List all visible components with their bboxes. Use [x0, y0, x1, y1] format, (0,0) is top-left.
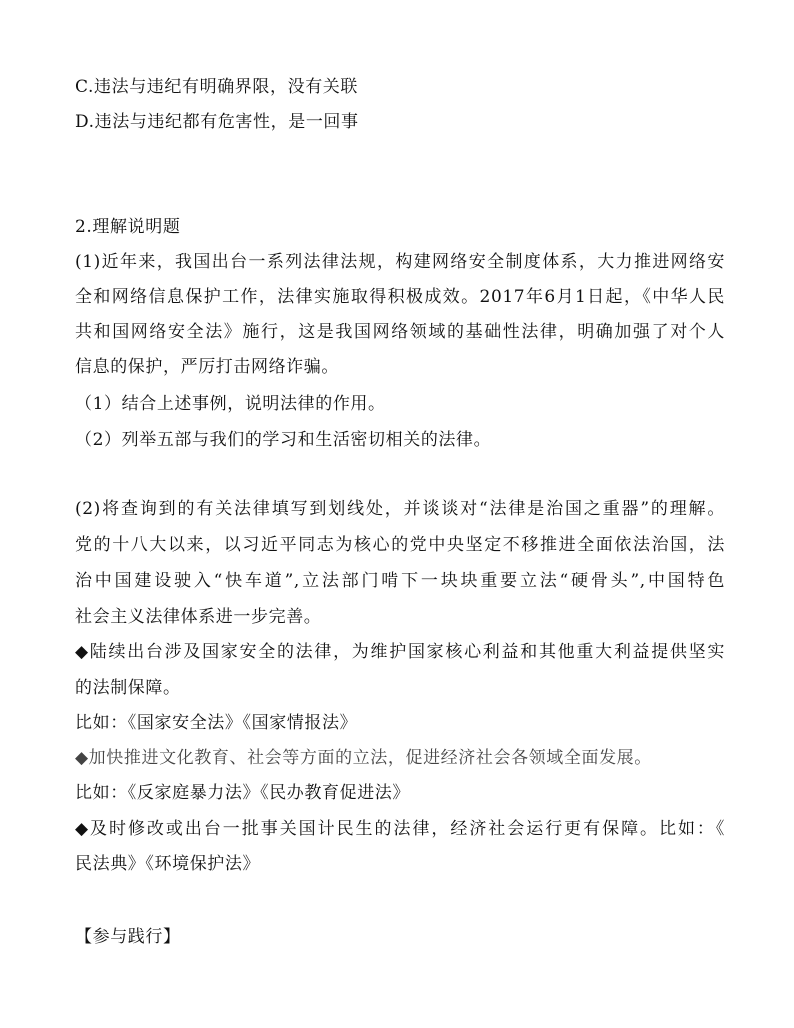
bullet-1-line-2: 的法制保障。: [75, 678, 181, 698]
example-2: 比如：《反家庭暴力法》《民办教育促进法》: [75, 783, 410, 803]
question-2-title: 2.理解说明题: [75, 217, 181, 237]
q2-1-subquestion-1: （1）结合上述事例，说明法律的作用。: [75, 394, 386, 414]
q2-2-text-line-3: 治中国建设驶入“快车道”,立法部门啃下一块块重要立法“硬骨头”,中国特色: [75, 571, 725, 591]
q2-1-text-line-3: 共和国网络安全法》施行，这是我国网络领域的基础性法律，明确加强了对个人: [75, 322, 725, 342]
option-c: C.违法与违纪有明确界限，没有关联: [75, 77, 359, 97]
bullet-1-line-1: ◆陆续出台涉及国家安全的法律，为维护国家核心利益和其他重大利益提供坚实: [75, 642, 725, 662]
q2-1-text-line-1: (1)近年来，我国出台一系列法律法规，构建网络安全制度体系，大力推进网络安: [75, 252, 725, 272]
q2-1-text-line-4: 信息的保护，严厉打击网络诈骗。: [75, 357, 339, 377]
q2-1-subquestion-2: （2）列举五部与我们的学习和生活密切相关的法律。: [75, 430, 492, 450]
bullet-2: ◆加快推进文化教育、社会等方面的立法，促进经济社会各领域全面发展。: [75, 748, 652, 768]
bullet-3-line-2: 民法典》《环境保护法》: [75, 854, 261, 874]
q2-2-text-line-4: 社会主义法律体系进一步完善。: [75, 607, 322, 627]
section-heading: 【参与践行】: [75, 927, 181, 947]
option-d: D.违法与违纪都有危害性，是一回事: [75, 112, 359, 132]
example-1: 比如：《国家安全法》《国家情报法》: [75, 713, 358, 733]
q2-2-text-line-1: (2)将查询到的有关法律填写到划线处，并谈谈对“法律是治国之重器”的理解。: [75, 499, 725, 519]
bullet-3-line-1: ◆及时修改或出台一批事关国计民生的法律，经济社会运行更有保障。比如：《: [75, 819, 725, 839]
q2-1-text-line-2: 全和网络信息保护工作，法律实施取得积极成效。2017年6月1日起，《中华人民: [75, 287, 725, 307]
q2-2-text-line-2: 党的十八大以来，以习近平同志为核心的党中央坚定不移推进全面依法治国，法: [75, 535, 725, 555]
